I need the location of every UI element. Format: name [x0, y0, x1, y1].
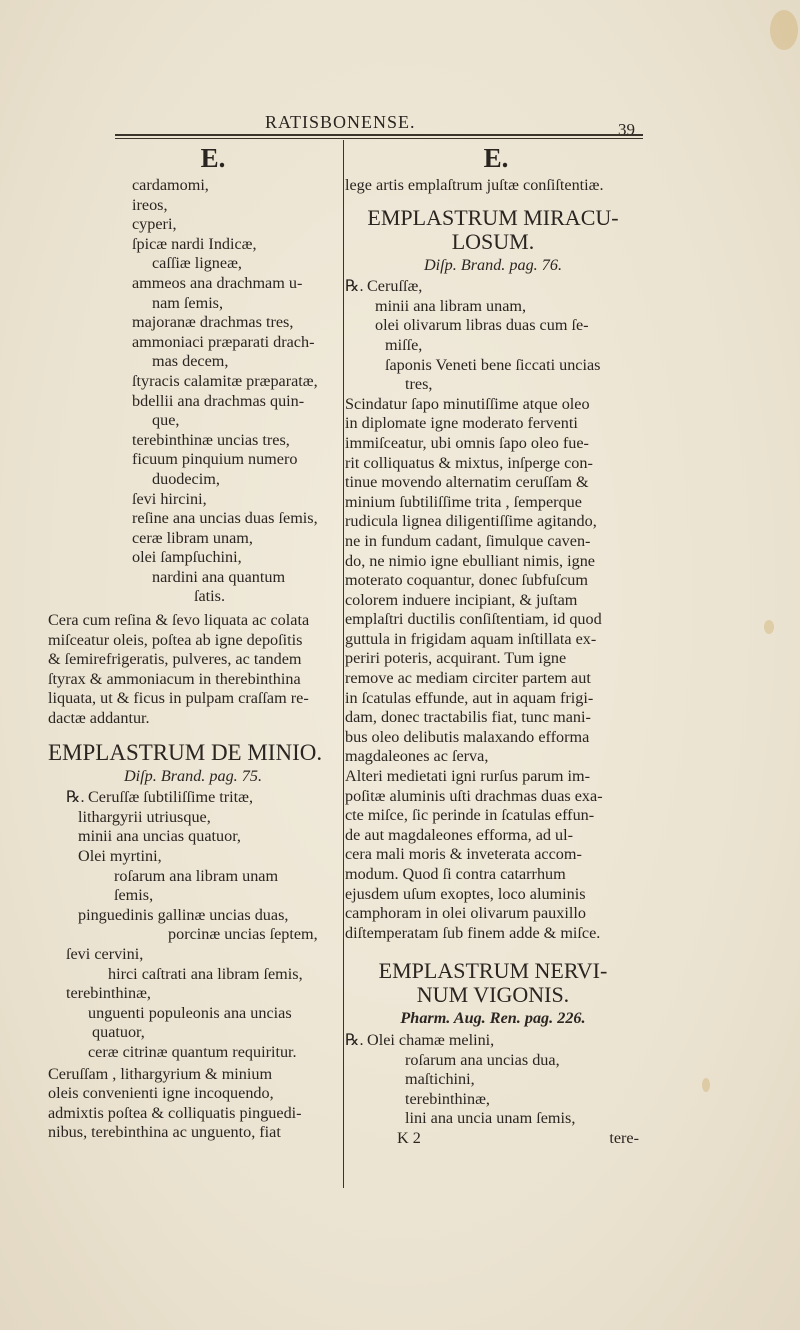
ingredient-line: ſemis, [114, 886, 154, 905]
text-line: cte miſce, ſic perinde in ſcatulas effun- [345, 806, 595, 825]
ingredient-line: ficuum pinquium numero [132, 450, 298, 469]
recipe-symbol: ℞. [66, 788, 85, 807]
ingredient-line: minii ana libram unam, [375, 296, 527, 315]
text-line: in ſcatulas effunde, aut in aquam frigi- [345, 688, 594, 707]
ingredient-line: quatuor, [92, 1023, 145, 1042]
text-line: camphoram in olei olivarum pauxillo [345, 904, 586, 923]
text-line: rudicula lignea diligentiſſime agitando, [345, 512, 597, 531]
text-line: admixtis poſtea & colliquatis pinguedi- [48, 1103, 302, 1122]
text-line: oleis convenienti igne incoquendo, [48, 1084, 274, 1103]
ingredient-line: ammeos ana drachmam u- [132, 273, 303, 292]
paragraph-1 [48, 611, 338, 729]
ingredient-line: ceræ libram unam, [132, 528, 253, 547]
running-head: RATISBONENSE. [265, 112, 416, 132]
recipe-title [345, 959, 641, 1007]
text-line: magdaleones ac ſerva, [345, 747, 489, 766]
text-line: ejusdem uſum exoptes, loco aluminis [345, 884, 586, 903]
text-line: tinue movendo alternatim ceruſſam & [345, 473, 589, 492]
text-line: colorem induere incipiant, & juſtam [345, 590, 578, 609]
text-line: bus oleo delibutis malaxando efforma [345, 727, 590, 746]
ingredient-line: ſtyracis calamitæ præparatæ, [132, 371, 318, 390]
foxing-stain [702, 1078, 710, 1092]
text-line: poſitæ aluminis uſti drachmas duas exa- [345, 786, 603, 805]
left-column-head: E. [200, 143, 226, 173]
ingredient-line: miſſe, [385, 335, 423, 354]
ingredient-line: mas decem, [152, 352, 229, 371]
text-line: immiſceatur, ubi omnis ſapo oleo fue- [345, 433, 589, 452]
ingredient-line: pinguedinis gallinæ uncias duas, [78, 905, 289, 924]
text-line: dam, donec tractabilis fiat, tunc mani- [345, 708, 591, 727]
right-column [345, 140, 641, 1149]
text-line: cera mali moris & inveterata accom- [345, 845, 582, 864]
ingredient-line: majoranæ drachmas tres, [132, 313, 294, 332]
ingredient-line: terebinthinæ, [66, 984, 151, 1003]
ingredient-line: ammoniaci præparati drach- [132, 332, 315, 351]
text-line: guttula in frigidam aquam inſtillata ex- [345, 629, 597, 648]
ingredient-line: ſevi hircini, [132, 489, 207, 508]
ingredient-list-2 [48, 788, 338, 1062]
text-line: Cera cum reſina & ſevo liquata ac colata [48, 611, 310, 630]
text-line: & ſemirefrigeratis, pulveres, ac tandem [48, 650, 302, 669]
ingredient-line: cyperi, [132, 215, 177, 234]
ingredient-line: nardini ana quantum [152, 567, 286, 586]
ingredient-list-1 [48, 176, 338, 607]
foxing-stain [770, 10, 798, 50]
ingredient-line: Ceruſſæ, [367, 277, 423, 296]
ingredient-line: cardamomi, [132, 176, 209, 194]
text-line: minium ſubtiliſſime trita , ſemperque [345, 492, 582, 511]
ingredient-line: Ceruſſæ ſubtiliſſime tritæ, [88, 788, 254, 807]
left-column [48, 140, 338, 1143]
ingredient-line: ceræ citrinæ quantum requiritur. [88, 1042, 297, 1061]
ingredient-line: porcinæ uncias ſeptem, [168, 925, 318, 944]
ingredient-line: roſarum ana libram unam [114, 866, 279, 885]
text-line: ſtyrax & ammoniacum in therebinthina [48, 669, 301, 688]
ingredient-line: bdellii ana drachmas quin- [132, 391, 305, 410]
ingredient-line: ſevi cervini, [66, 944, 144, 963]
right-column-head: E. [483, 143, 509, 173]
text-line: miſceatur oleis, poſtea ab igne depoſitis [48, 630, 303, 649]
text-line: emplaſtri ductilis conſiſtentiam, id quod [345, 610, 602, 629]
text-line: Ceruſſam , lithargyrium & minium [48, 1064, 273, 1083]
text-line: periri poteris, acquirant. Tum igne [345, 649, 567, 668]
ingredient-line: duodecim, [152, 469, 220, 488]
recipe-title-line: LOSUM. [451, 228, 535, 254]
text-line: in diplomate igne moderato ferventi [345, 414, 578, 433]
ingredient-line: nam ſemis, [152, 293, 224, 312]
paragraph-3 [345, 395, 641, 767]
ingredient-line: Olei chamæ melini, [367, 1030, 495, 1049]
ingredient-line: reſine ana uncias duas ſemis, [132, 509, 318, 528]
ingredient-line: Olei myrtini, [78, 847, 162, 865]
text-line: ne in fundum cadant, ſimulque caven- [345, 531, 591, 550]
text-line: modum. Quod ſi contra catarrhum [345, 865, 566, 883]
recipe-symbol: ℞. [345, 1030, 364, 1049]
recipe-symbol: ℞. [345, 277, 364, 296]
signature-mark: K 2 [397, 1128, 421, 1147]
ingredient-line: ſpicæ nardi Indicæ, [132, 234, 257, 253]
ingredient-list-3 [345, 277, 641, 395]
text-line: remove ac mediam circiter partem aut [345, 669, 591, 688]
ingredient-line: ſaponis Veneti bene ſiccati uncias [385, 355, 601, 374]
ingredient-line: roſarum ana uncias dua, [405, 1050, 560, 1069]
ingredient-line: terebinthinæ, [405, 1089, 490, 1108]
ingredient-line: ireos, [132, 195, 168, 214]
text-line: de aut magdaleones efforma, ad ul- [345, 825, 574, 844]
ingredient-line: tres, [405, 375, 433, 394]
paragraph-4 [345, 767, 641, 943]
column-divider [343, 140, 344, 1188]
recipe-title-line: NUM VIGONIS. [416, 982, 570, 1008]
recipe-title-line: EMPLASTRUM NERVI- [378, 958, 608, 984]
text-line: Scindatur ſapo minutiſſime atque oleo [345, 394, 590, 413]
text-line: moterato coquantur, donec ſubfuſcum [345, 571, 588, 590]
ingredient-line: lini ana uncia unam ſemis, [405, 1109, 576, 1128]
ingredient-line: ſatis. [194, 587, 226, 606]
ingredient-line: olei olivarum libras duas cum ſe- [375, 316, 589, 335]
ingredient-line: lithargyrii utriusque, [78, 807, 211, 826]
recipe-title: EMPLASTRUM DE MINIO. [48, 739, 323, 765]
ingredient-line: caſſiæ ligneæ, [152, 254, 242, 273]
foxing-stain [764, 620, 774, 634]
recipe-title-line: EMPLASTRUM MIRACU- [367, 204, 619, 230]
text-line: liquata, ut & ficus in pulpam craſſam re- [48, 689, 309, 708]
recipe-source: Diſp. Brand. pag. 75. [123, 766, 263, 785]
ingredient-line: hirci caſtrati ana libram ſemis, [108, 964, 303, 983]
ingredient-line: que, [152, 411, 180, 430]
paragraph-2 [48, 1065, 338, 1143]
ingredient-line: olei ſampſuchini, [132, 548, 242, 567]
ingredient-line: maſtichini, [405, 1070, 475, 1089]
ingredient-list-4 [345, 1031, 641, 1129]
ingredient-line: terebinthinæ uncias tres, [132, 430, 290, 449]
recipe-title [345, 206, 641, 254]
text-line: lege artis emplaſtrum juſtæ conſiſtentiæ. [345, 176, 604, 194]
text-line: do, ne nimio igne ebulliant nimis, igne [345, 551, 595, 570]
catchword: tere- [609, 1128, 639, 1147]
text-line: rit colliquatus & mixtus, inſperge con- [345, 453, 593, 472]
text-line: diſtemperatam ſub finem adde & miſce. [345, 923, 601, 942]
text-line: Alteri medietati igni rurſus parum im- [345, 767, 591, 786]
recipe-source: Diſp. Brand. pag. 76. [423, 255, 563, 274]
ingredient-line: unguenti populeonis ana uncias [88, 1003, 292, 1022]
text-line: dactæ addantur. [48, 709, 150, 728]
page-footer [345, 1129, 641, 1149]
page-number: 39 [618, 120, 635, 139]
text-line: nibus, terebinthina ac unguento, fiat [48, 1123, 281, 1142]
recipe-source: Pharm. Aug. Ren. pag. 226. [400, 1009, 586, 1028]
ingredient-line: minii ana uncias quatuor, [78, 827, 241, 846]
header-rule [115, 134, 643, 139]
